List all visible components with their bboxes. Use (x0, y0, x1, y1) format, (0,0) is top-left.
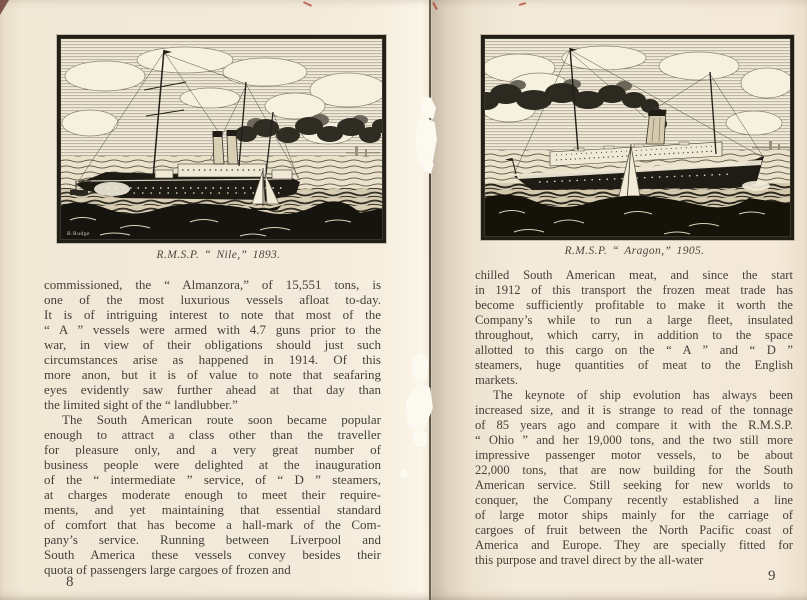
text-line: this purpose and travel direct by the all-water (475, 553, 704, 567)
text-line: commissioned, the “ Almanzora,” of 15,551 tons, is (44, 277, 381, 292)
text-line: chilled South American meat, and since the start (475, 268, 793, 282)
page-right (433, 0, 807, 600)
paragraph (475, 268, 793, 388)
text-line: eyes evidently saw further ahead at that day than (44, 382, 381, 397)
text-line: war, in view of their obligations should just such (44, 337, 381, 352)
text-line: pany’s service. Running between Liverpool and (44, 532, 381, 547)
left-page-text (44, 277, 381, 577)
text-line: circumstances arise as happened in 1914. Of this (44, 352, 381, 367)
text-line: throughout, which carry, in addition to the space (475, 328, 793, 342)
text-line: It is of intriguing interest to note that most of the (44, 307, 381, 322)
text-line: steamers, huge quantities of meat to the English (475, 358, 793, 372)
aragon-foreground-sea (484, 195, 791, 237)
book-gutter (429, 0, 431, 600)
text-line: ments, and yet maintaining that essential standard (44, 502, 381, 517)
paragraph (44, 412, 381, 577)
text-line: of 85 years ago and compare it with the R.M.S.P. (475, 418, 793, 432)
caption-aragon: R.M.S.P. “ Aragon,” 1905. (564, 245, 705, 257)
text-line: of large motor ships mainly for the carriage of (475, 508, 793, 522)
text-line: South America these vessels convey besides their (44, 547, 381, 562)
text-line: “ A ” vessels were armed with 4.7 guns prior to the (44, 322, 381, 337)
right-page-text (475, 268, 793, 568)
text-line: business people were delighted at the inauguration (44, 457, 381, 472)
text-line: in 1912 of this transport the frozen meat trade has (475, 283, 793, 297)
text-line: increased size, and it is strange to read of the tonnage (475, 403, 793, 417)
text-line: at charges moderate enough to meet their require- (44, 487, 381, 502)
illustration-nile (57, 35, 386, 243)
text-line: enough to attract a class other than the traveller (44, 427, 381, 442)
paragraph (475, 388, 793, 568)
text-line: markets. (475, 373, 519, 387)
text-line: impressive passenger motor vessels, to be about (475, 448, 793, 462)
text-line: quota of passengers large cargoes of frozen and (44, 562, 291, 577)
caption-nile: R.M.S.P. “ Nile,” 1893. (156, 249, 281, 261)
text-line: more anon, but it is of value to note that seafaring (44, 367, 381, 382)
artist-signature: B.Rudge (67, 231, 90, 237)
text-line: America and Europe. They are specially fitted for (475, 538, 793, 552)
text-line: The keynote of ship evolution has always been (493, 388, 793, 402)
text-line: for pleasure only, and a very great number of (44, 442, 381, 457)
nile-engraving (60, 38, 383, 240)
text-line: 22,000 tons, that are now building for the South (475, 463, 793, 477)
text-line: conquer, the Company recently established a line (475, 493, 793, 507)
aragon-engraving (484, 38, 791, 237)
text-line: of comfort that has become a hall-mark of the Com- (44, 517, 381, 532)
text-line: Company’s while to run a large fleet, insulated (475, 313, 793, 327)
text-line: cargoes of fruit between the North Pacific coast of (475, 523, 793, 537)
paragraph (44, 277, 381, 412)
page-number-left: 8 (66, 574, 74, 590)
page-number-right: 9 (768, 568, 776, 584)
text-line: allotted to this cargo on the “ A ” and “ D ” (475, 343, 793, 357)
corner-stain (0, 0, 9, 15)
text-line: American service. Still seeking for new worlds to (475, 478, 793, 492)
text-line: The South American route soon became popular (62, 412, 381, 427)
illustration-aragon (481, 35, 794, 240)
text-line: of the “ intermediate ” service, of “ D ” steamers, (44, 472, 381, 487)
text-line: the limited sight of the “ landlubber.” (44, 397, 238, 412)
text-line: “ Ohio ” and her 19,000 tons, and the two still more (475, 433, 793, 447)
text-line: become sufficiently profitable to make it worth the (475, 298, 793, 312)
text-line: one of the most luxurious vessels afloat to-day. (44, 292, 381, 307)
